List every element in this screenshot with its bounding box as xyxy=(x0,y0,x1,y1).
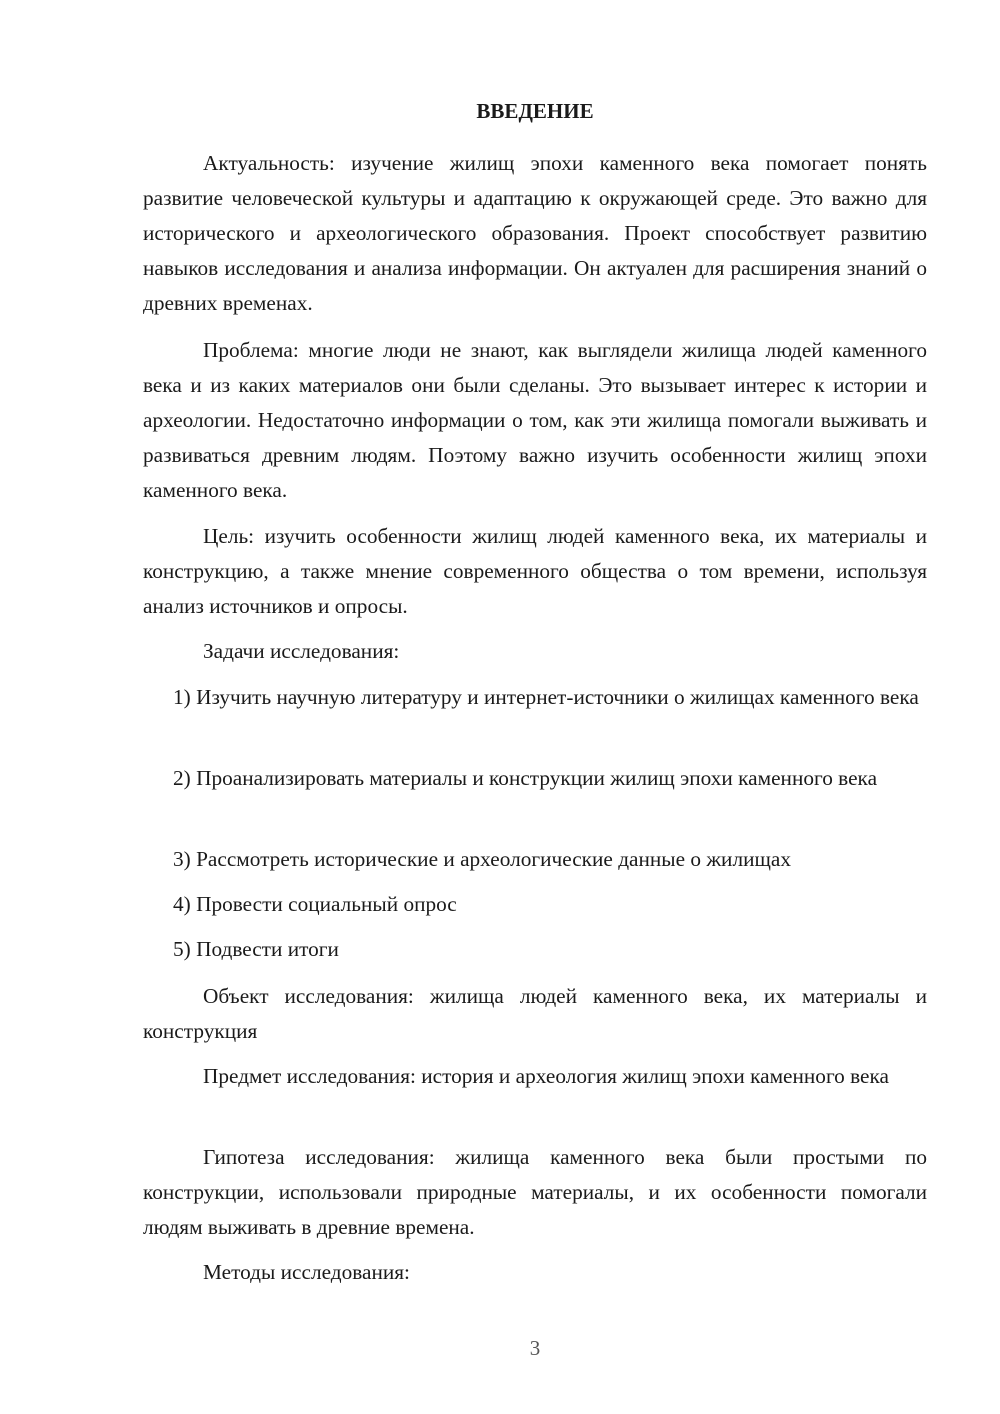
task-item-5: 5) Подвести итоги xyxy=(173,937,339,961)
relevance-paragraph: Актуальность: изучение жилищ эпохи каменного века помогает понять развитие человеческой культуры и адаптацию к окружающей среде. Это важно для исторического и археологического образования. Проект способствует развитию навыков исследования и анализа информации. Он актуален для расширения знаний о древних временах. xyxy=(143,151,927,315)
task-item-3: 3) Рассмотреть исторические и археологические данные о жилищах xyxy=(173,847,791,871)
task-item-1: 1) Изучить научную литературу и интернет-источники о жилищах каменного века xyxy=(173,685,919,709)
page-number: 3 xyxy=(529,1336,541,1360)
goal-paragraph: Цель: изучить особенности жилищ людей каменного века, их материалы и конструкцию, а также мнение современного общества о том времени, используя анализ источников и опросы. xyxy=(143,524,927,618)
subject-paragraph: Предмет исследования: история и археология жилищ эпохи каменного века xyxy=(203,1064,889,1088)
hypothesis-paragraph: Гипотеза исследования: жилища каменного века были простыми по конструкции, использовали природные материалы, и их особенности помогали людям выживать в древние времена. xyxy=(143,1145,927,1239)
task-item-2: 2) Проанализировать материалы и конструкции жилищ эпохи каменного века xyxy=(173,766,878,790)
problem-paragraph: Проблема: многие люди не знают, как выглядели жилища людей каменного века и из каких материалов они были сделаны. Это вызывает интерес к истории и археологии. Недостаточно информации о том, как эти жилища помогали выживать и развиваться древним людям. Поэтому важно изучить особенности жилищ эпохи каменного века. xyxy=(143,338,927,502)
section-heading: ВВЕДЕНИЕ xyxy=(476,99,594,123)
tasks-title: Задачи исследования: xyxy=(203,639,400,663)
task-item-4: 4) Провести социальный опрос xyxy=(173,892,457,916)
object-paragraph: Объект исследования: жилища людей каменного века, их материалы и конструкция xyxy=(143,984,927,1043)
methods-title: Методы исследования: xyxy=(203,1260,410,1284)
document-page xyxy=(143,0,927,1414)
